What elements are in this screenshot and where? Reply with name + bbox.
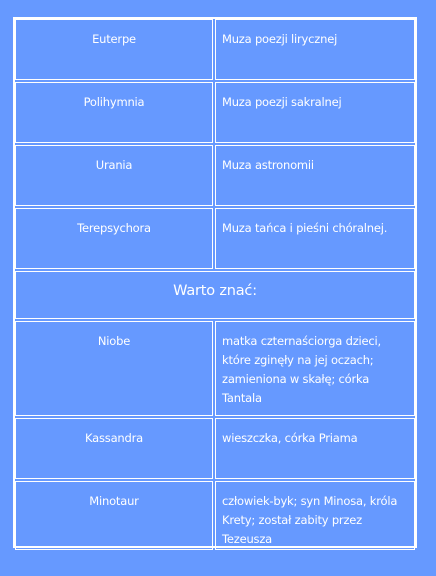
- table-cell-description: Muza poezji lirycznej: [215, 19, 415, 80]
- section-heading: Warto znać:: [15, 271, 415, 319]
- table-cell-name: Minotaur: [15, 481, 213, 550]
- table-cell-description: Muza tańca i pieśni chóralnej.: [215, 208, 415, 269]
- table-cell-name: Euterpe: [15, 19, 213, 80]
- table-cell-name: Polihymnia: [15, 82, 213, 143]
- table-cell-name: Niobe: [15, 321, 213, 416]
- table-cell-name: Kassandra: [15, 418, 213, 479]
- table-cell-description: człowiek-byk; syn Minosa, króla Krety; został zabity przez Tezeusza: [215, 481, 415, 550]
- muses-table: [14, 18, 416, 551]
- table-cell-name: Terepsychora: [15, 208, 213, 269]
- table-cell-description: Muza astronomii: [215, 145, 415, 206]
- table-cell-name: Urania: [15, 145, 213, 206]
- table-cell-description: matka czternaściorga dzieci, które zginęły na jej oczach; zamieniona w skałę; córka Tantala: [215, 321, 415, 416]
- table-cell-description: Muza poezji sakralnej: [215, 82, 415, 143]
- table-cell-description: wieszczka, córka Priama: [215, 418, 415, 479]
